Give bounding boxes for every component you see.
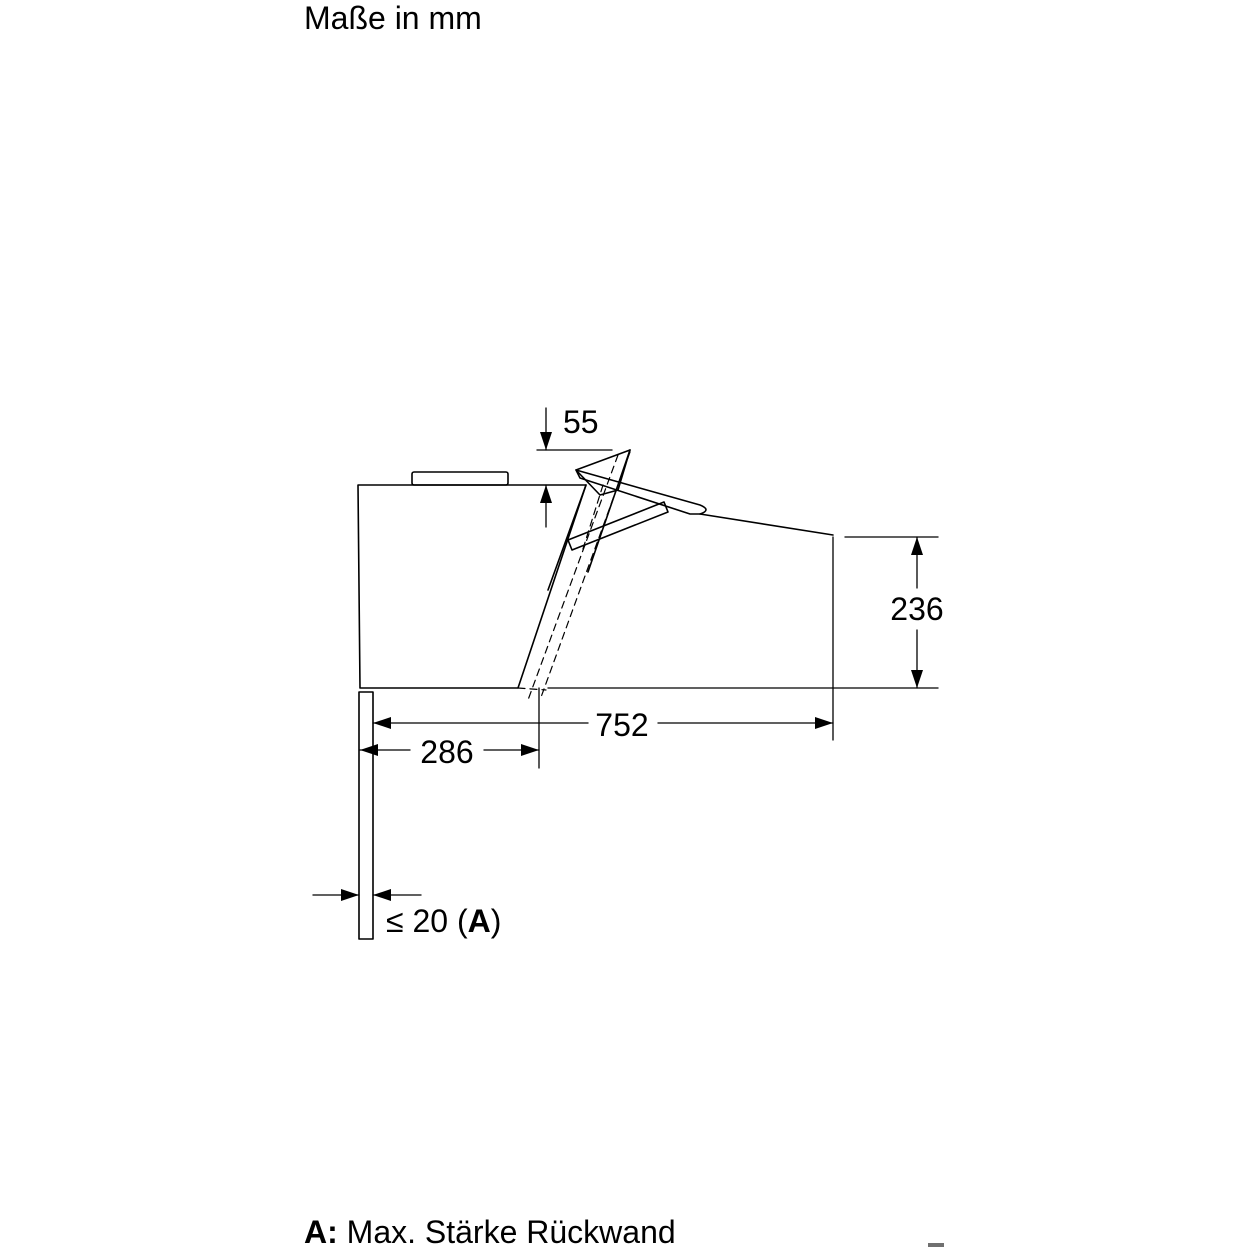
arrow-55-up <box>540 485 552 503</box>
visor-slant-edge <box>548 485 586 590</box>
visor-support-strut <box>568 502 668 550</box>
dim-label-236: 236 <box>890 591 944 627</box>
corner-mark <box>928 1243 944 1247</box>
units-caption: Maße in mm <box>304 0 482 36</box>
arrow-236-bottom <box>911 670 923 688</box>
arrow-752-right <box>815 717 833 729</box>
panel-thickness-ref: A <box>467 903 491 939</box>
arrow-panel-left <box>341 889 359 901</box>
legend <box>304 1216 676 1248</box>
arrow-286-right <box>521 744 539 756</box>
dim-label-286: 286 <box>420 734 474 770</box>
arrow-55-down <box>540 432 552 450</box>
arrow-286-left <box>360 744 378 756</box>
arrow-236-top <box>911 537 923 555</box>
panel-thickness-close: ) <box>490 903 502 939</box>
legend-text: Max. Stärke Rückwand <box>337 1214 676 1248</box>
arrowheads <box>341 432 923 901</box>
legend-key: A: <box>304 1214 338 1248</box>
panel-thickness-value: ≤ 20 ( <box>386 903 468 939</box>
back-wall-panel <box>359 692 373 939</box>
arrow-panel-right <box>373 889 391 901</box>
dim-label-panel-thickness <box>386 903 501 939</box>
dim-label-752: 752 <box>595 707 649 743</box>
visor-assembly <box>548 450 833 590</box>
exhaust-outlet <box>412 472 508 485</box>
dim-label-55: 55 <box>563 404 599 440</box>
arrow-752-left <box>373 717 391 729</box>
visor-tip-line <box>700 514 833 535</box>
dimension-lines <box>313 408 938 895</box>
